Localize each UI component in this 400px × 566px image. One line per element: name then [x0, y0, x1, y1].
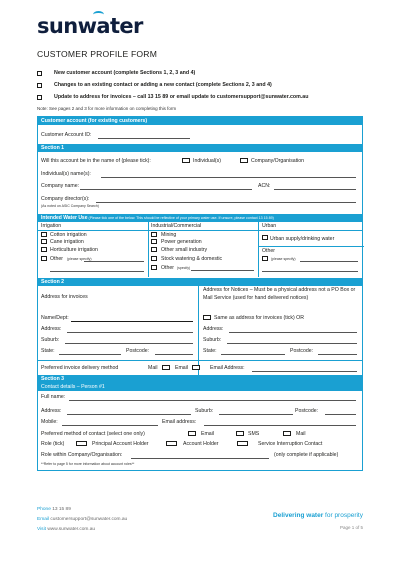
- account-holder-checkbox[interactable]: [166, 441, 177, 446]
- col-irrigation: Irrigation: [41, 223, 62, 229]
- same-as-checkbox[interactable]: [203, 315, 211, 320]
- invoice-postcode-label: Postcode:: [126, 348, 150, 354]
- contact-address-label: Address:: [41, 408, 62, 414]
- role-label: Role (tick): [41, 441, 65, 447]
- footer-phone: [37, 505, 127, 515]
- company-label: Company/Organisation: [251, 158, 305, 164]
- mining-checkbox[interactable]: [151, 232, 157, 237]
- industrial-other-checkbox[interactable]: [151, 265, 157, 270]
- power-checkbox[interactable]: [151, 239, 157, 244]
- notice-address-field[interactable]: [229, 332, 357, 333]
- industrial-other-label: Other: [161, 265, 174, 271]
- individual-names-field[interactable]: [101, 177, 356, 178]
- notice-suburb-field[interactable]: [227, 343, 357, 344]
- notice-state-label: State:: [203, 348, 217, 354]
- col-urban: Urban: [262, 223, 277, 229]
- delivery-email-checkbox[interactable]: [192, 365, 200, 370]
- acn-field[interactable]: [274, 189, 356, 190]
- contact-email-field[interactable]: [204, 425, 356, 426]
- invoice-state-label: State:: [41, 348, 55, 354]
- principal-checkbox[interactable]: [76, 441, 87, 446]
- company-name-label: Company name:: [41, 183, 80, 189]
- contact-email-checkbox[interactable]: [188, 431, 196, 436]
- invoice-postcode-field[interactable]: [155, 354, 193, 355]
- cane-checkbox[interactable]: [41, 239, 47, 244]
- page-title: CUSTOMER PROFILE FORM: [37, 49, 158, 59]
- notice-suburb-label: Suburb:: [203, 337, 222, 343]
- contact-email-label: Email address:: [162, 419, 197, 425]
- contact-mail-checkbox[interactable]: [283, 431, 291, 436]
- urban-other-field-2[interactable]: [262, 271, 358, 272]
- logo-text: sunwater: [37, 14, 143, 38]
- cane-label: Cane irrigation: [50, 239, 84, 245]
- directors-field[interactable]: [96, 202, 356, 203]
- sunwater-logo: [37, 14, 143, 38]
- water-use-instruction: (Please tick one of the below. This should be reflective of your primary water use. If unsure, please contact 13 15 89): [87, 216, 274, 220]
- contact-postcode-field[interactable]: [325, 414, 356, 415]
- footer-visit[interactable]: [37, 525, 127, 535]
- notices-address-label: Address for Notices – Must be a physical address not a PO Box or Mail Service (used for hand delivered notices): [203, 287, 356, 301]
- phone-value: 13 15 89: [52, 507, 71, 512]
- stock-label: Stock watering & domestic: [161, 256, 223, 262]
- customer-profile-form: [37, 116, 363, 471]
- invoice-address-field[interactable]: [67, 332, 193, 333]
- preferred-contact-label: Preferred method of contact (select one only): [41, 431, 145, 437]
- invoice-address-label: Address:: [41, 326, 62, 332]
- name-dept-field[interactable]: [71, 321, 193, 322]
- contact-sms-option: SMS: [248, 431, 260, 437]
- page-number: Page 1 of 5: [339, 525, 363, 530]
- option-new-account[interactable]: [37, 70, 195, 76]
- principal-label: Principal Account Holder: [92, 441, 149, 447]
- name-dept-label: Name/Dept:: [41, 315, 69, 321]
- section2-header: Section 2: [38, 278, 362, 286]
- power-label: Power generation: [161, 239, 202, 245]
- email-address-label: Email Address:: [210, 365, 245, 371]
- cotton-label: Cotton irrigation: [50, 232, 87, 238]
- full-name-label: Full name:: [41, 394, 66, 400]
- role-within-label: Role within Company/Organisation:: [41, 452, 123, 458]
- footer-contact: [37, 505, 127, 535]
- email-address-field[interactable]: [252, 371, 357, 372]
- contact-postcode-label: Postcode:: [295, 408, 319, 414]
- email-key: Email: [37, 517, 49, 522]
- irrigation-other-checkbox[interactable]: [41, 256, 47, 261]
- delivery-method-label: Preferred invoice delivery method: [41, 365, 119, 371]
- tagline-bold: Delivering water: [273, 512, 324, 519]
- contact-mail-option: Mail: [296, 431, 306, 437]
- visit-key: Visit: [37, 527, 46, 532]
- refer-note: **Refer to page 5 for more information about account roles**: [41, 462, 135, 466]
- contact-suburb-field[interactable]: [219, 414, 293, 415]
- service-contact-checkbox[interactable]: [237, 441, 248, 446]
- company-name-field[interactable]: [80, 189, 252, 190]
- delivery-email-label: Email: [175, 365, 188, 371]
- checkbox-icon[interactable]: [37, 95, 42, 100]
- full-name-field[interactable]: [69, 400, 356, 401]
- company-checkbox[interactable]: [240, 158, 248, 163]
- section1-header: Section 1: [38, 144, 362, 152]
- delivery-mail-label: Mail: [148, 365, 158, 371]
- mining-label: Mining: [161, 232, 177, 238]
- notice-address-label: Address:: [203, 326, 224, 332]
- visit-value[interactable]: www.sunwater.com.au: [47, 527, 96, 532]
- contact-sms-checkbox[interactable]: [236, 431, 244, 436]
- invoice-suburb-label: Suburb:: [41, 337, 60, 343]
- phone-key: Phone: [37, 507, 51, 512]
- contact-person-header: Contact details – Person #1: [38, 383, 362, 391]
- individual-names-label: Individual(s) name(s):: [41, 171, 91, 177]
- directors-label: Company director(s):: [41, 196, 90, 202]
- urban-checkbox[interactable]: [262, 235, 268, 240]
- logo-arc-icon: [93, 11, 104, 18]
- irrigation-other-field-2[interactable]: [50, 271, 144, 272]
- completion-note: Note: See pages 2 and 3 for more information on completing this form: [37, 106, 177, 111]
- horticulture-checkbox[interactable]: [41, 247, 47, 252]
- cotton-checkbox[interactable]: [41, 232, 47, 237]
- notice-state-field[interactable]: [221, 354, 285, 355]
- customer-account-header: Customer account (for existing customers): [38, 117, 362, 125]
- small-industry-label: Other small industry: [161, 247, 208, 253]
- irrigation-other-specify: (please specify): [67, 257, 92, 261]
- mobile-field[interactable]: [62, 425, 158, 426]
- irrigation-other-label: Other: [50, 256, 63, 262]
- urban-other-label: Other: [262, 248, 275, 254]
- contact-email-option: Email: [201, 431, 214, 437]
- individual-checkbox[interactable]: [182, 158, 190, 163]
- industrial-other-field[interactable]: [191, 270, 254, 271]
- invoices-address-label: Address for invoices: [41, 294, 88, 300]
- individual-label: Individual(s): [193, 158, 221, 164]
- urban-other-field[interactable]: [300, 261, 358, 262]
- small-industry-checkbox[interactable]: [151, 247, 157, 252]
- option-label: New customer account (complete Sections 1, 2, 3 and 4): [54, 70, 196, 76]
- stock-checkbox[interactable]: [151, 256, 157, 261]
- email-value[interactable]: customersupport@sunwater.com.au: [50, 517, 128, 522]
- irrigation-other-field[interactable]: [84, 261, 144, 262]
- option-change-contact[interactable]: [37, 82, 272, 88]
- option-update-address[interactable]: [37, 94, 309, 100]
- same-as-label: Same as address for invoices (tick) OR: [214, 315, 304, 321]
- col-industrial: Industrial/Commercial: [151, 223, 202, 229]
- account-id-field[interactable]: [98, 138, 190, 139]
- account-id-label: Customer Account ID:: [41, 132, 92, 138]
- delivery-mail-checkbox[interactable]: [162, 365, 170, 370]
- contact-address-field[interactable]: [67, 414, 191, 415]
- contact-suburb-label: Suburb:: [195, 408, 214, 414]
- invoice-suburb-field[interactable]: [65, 343, 193, 344]
- notice-postcode-field[interactable]: [318, 354, 357, 355]
- role-within-field[interactable]: [131, 458, 269, 459]
- acn-label: ACN:: [258, 183, 271, 189]
- account-holder-label: Account Holder: [183, 441, 219, 447]
- checkbox-icon[interactable]: [37, 71, 42, 76]
- footer-tagline: [273, 512, 363, 519]
- urban-other-specify: (please specify): [271, 257, 296, 261]
- horticulture-label: Horticulture irrigation: [50, 247, 98, 253]
- checkbox-icon[interactable]: [37, 83, 42, 88]
- table-column-divider: [148, 222, 149, 277]
- urban-other-checkbox[interactable]: [262, 256, 268, 261]
- urban-label: Urban supply/drinking water: [270, 236, 335, 242]
- section3-header: Section 3: [38, 375, 362, 383]
- mobile-label: Mobile:: [41, 419, 58, 425]
- footer-email[interactable]: [37, 515, 127, 525]
- invoice-state-field[interactable]: [59, 354, 121, 355]
- only-if-applicable: (only complete if applicable): [274, 452, 339, 458]
- notice-postcode-label: Postcode:: [290, 348, 314, 354]
- directors-note: (As noted on ASIC Company Search): [41, 204, 99, 208]
- name-question: Will this account be in the name of (please tick):: [41, 158, 151, 164]
- tagline-rest: for prosperity: [323, 512, 363, 519]
- service-contact-label: Service Interruption Contact: [258, 441, 323, 447]
- water-use-title: Intended Water Use: [41, 215, 88, 221]
- table-column-divider: [258, 222, 259, 277]
- section2-divider: [38, 360, 362, 361]
- table-divider: [38, 230, 362, 231]
- industrial-other-specify: (specify): [177, 266, 191, 270]
- option-label: Update to address for invoices – call 13 15 89 or email update to customersupport@sunwater.com.au: [54, 94, 309, 100]
- option-label: Changes to an existing contact or adding a new contact (complete Sections 2, 3 and 4): [54, 82, 272, 88]
- urban-divider: [258, 246, 364, 247]
- water-use-header: [38, 214, 362, 222]
